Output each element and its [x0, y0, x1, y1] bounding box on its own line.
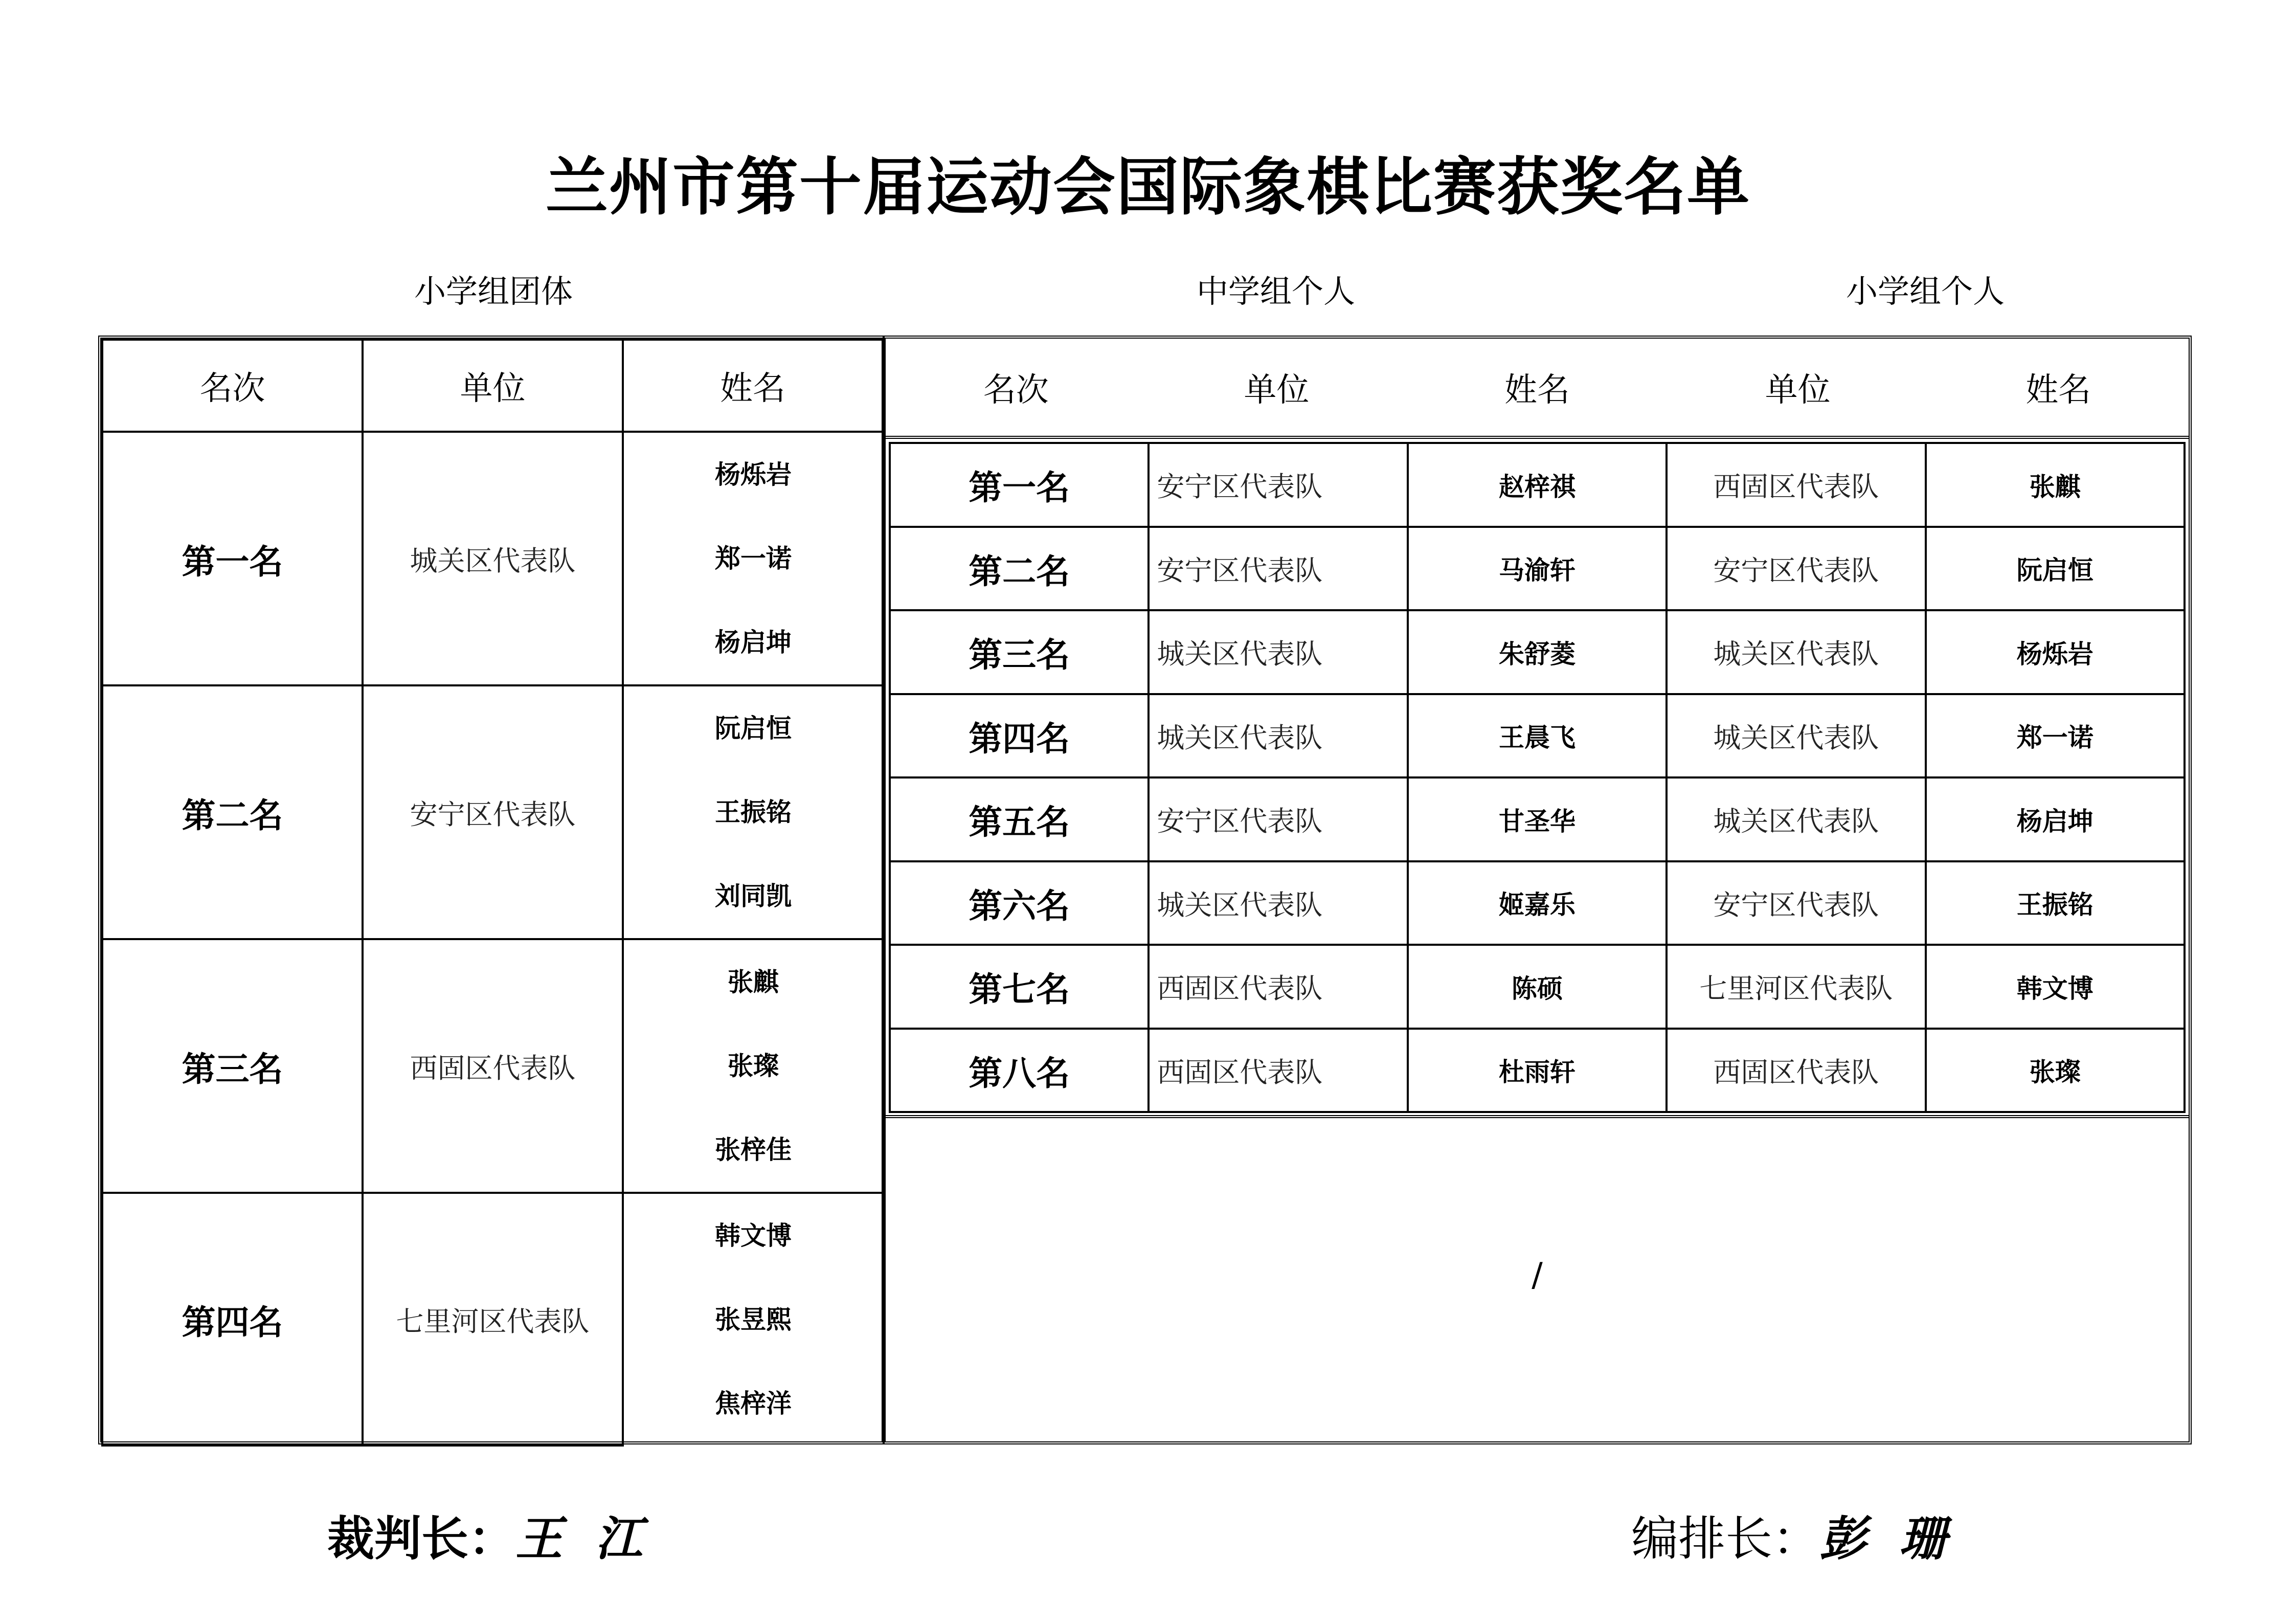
individual-frame — [883, 336, 2192, 1444]
team-rank: 第一名 — [102, 432, 363, 685]
middle-unit: 西固区代表队 — [1149, 945, 1407, 1029]
team-rank: 第四名 — [102, 1193, 363, 1445]
header-middle-unit: 单位 — [1146, 339, 1407, 437]
team-header-row — [102, 340, 883, 432]
chief-referee — [327, 1501, 642, 1569]
primary-name: 王振铭 — [1926, 861, 2185, 945]
empty-area — [886, 1115, 2189, 1441]
ranking-rank: 第七名 — [890, 945, 1149, 1029]
section-label-primary-team: 小学组团体 — [414, 273, 573, 310]
primary-unit: 安宁区代表队 — [1667, 861, 1925, 945]
primary-name: 韩文博 — [1926, 945, 2185, 1029]
team-table — [101, 339, 884, 1447]
section-label-primary-individual: 小学组个人 — [1845, 273, 2005, 310]
ranking-row — [890, 443, 2185, 527]
member-name: 张梓佳 — [715, 1134, 792, 1165]
header-primary-name: 姓名 — [1928, 339, 2189, 437]
middle-name: 姬嘉乐 — [1408, 861, 1667, 945]
middle-name: 朱舒菱 — [1408, 610, 1667, 694]
team-unit: 七里河区代表队 — [363, 1193, 623, 1445]
middle-unit: 城关区代表队 — [1149, 861, 1407, 945]
middle-unit: 安宁区代表队 — [1149, 443, 1407, 527]
primary-unit: 城关区代表队 — [1667, 610, 1925, 694]
team-rank: 第二名 — [102, 685, 363, 939]
middle-unit: 西固区代表队 — [1149, 1029, 1407, 1113]
member-name: 阮启恒 — [715, 713, 792, 743]
ranking-row — [890, 1029, 2185, 1113]
primary-name: 张麒 — [1926, 443, 2185, 527]
member-name: 刘同凯 — [715, 881, 792, 911]
middle-name: 马渝轩 — [1408, 527, 1667, 611]
ranking-rank: 第二名 — [890, 527, 1149, 611]
header-rank: 名次 — [102, 340, 363, 432]
middle-name: 杜雨轩 — [1408, 1029, 1667, 1113]
primary-name: 郑一诺 — [1926, 694, 2185, 778]
primary-unit: 西固区代表队 — [1667, 443, 1925, 527]
team-row — [102, 432, 883, 685]
header-middle-name: 姓名 — [1407, 339, 1668, 437]
ranking-rank: 第三名 — [890, 610, 1149, 694]
member-name: 张昱熙 — [715, 1304, 792, 1334]
individual-table — [889, 442, 2186, 1113]
primary-unit: 安宁区代表队 — [1667, 527, 1925, 611]
member-name: 焦梓洋 — [715, 1388, 792, 1418]
ranking-row — [890, 861, 2185, 945]
middle-name: 陈硕 — [1408, 945, 1667, 1029]
header-rank: 名次 — [886, 339, 1146, 437]
ranking-row — [890, 610, 2185, 694]
primary-unit: 城关区代表队 — [1667, 694, 1925, 778]
header-primary-unit: 单位 — [1668, 339, 1928, 437]
primary-unit: 七里河区代表队 — [1667, 945, 1925, 1029]
header-name: 姓名 — [623, 340, 883, 432]
arranger-label: 编排长： — [1631, 1511, 1820, 1566]
primary-unit: 西固区代表队 — [1667, 1029, 1925, 1113]
member-name: 张麒 — [728, 967, 779, 997]
member-name: 王振铭 — [715, 797, 792, 827]
team-rank: 第三名 — [102, 939, 363, 1193]
member-name: 韩文博 — [715, 1220, 792, 1251]
team-members — [623, 939, 883, 1193]
arranger — [1631, 1501, 1946, 1569]
header-unit: 单位 — [363, 340, 623, 432]
team-row — [102, 1193, 883, 1445]
chief-referee-name: 王 江 — [515, 1511, 643, 1566]
middle-name: 甘圣华 — [1408, 777, 1667, 861]
ranking-row — [890, 527, 2185, 611]
member-name: 郑一诺 — [715, 543, 792, 573]
team-unit: 西固区代表队 — [363, 939, 623, 1193]
team-members — [623, 1193, 883, 1445]
team-table-frame — [98, 336, 885, 1444]
middle-unit: 城关区代表队 — [1149, 610, 1407, 694]
blank-mark: / — [1532, 1256, 1543, 1294]
middle-unit: 安宁区代表队 — [1149, 527, 1407, 611]
team-row — [102, 939, 883, 1193]
member-name: 张璨 — [728, 1051, 779, 1081]
section-label-middle-individual: 中学组个人 — [1196, 273, 1355, 310]
team-row — [102, 685, 883, 939]
arranger-name: 彭 珊 — [1819, 1511, 1947, 1566]
primary-unit: 城关区代表队 — [1667, 777, 1925, 861]
middle-name: 王晨飞 — [1408, 694, 1667, 778]
page-title: 兰州市第十届运动会国际象棋比赛获奖名单 — [546, 151, 1750, 224]
ranking-rank: 第六名 — [890, 861, 1149, 945]
ranking-rank: 第八名 — [890, 1029, 1149, 1113]
team-members — [623, 432, 883, 685]
ranking-rank: 第四名 — [890, 694, 1149, 778]
middle-unit: 安宁区代表队 — [1149, 777, 1407, 861]
team-unit: 安宁区代表队 — [363, 685, 623, 939]
individual-header-table — [886, 339, 2189, 439]
ranking-rank: 第一名 — [890, 443, 1149, 527]
primary-name: 阮启恒 — [1926, 527, 2185, 611]
member-name: 杨启坤 — [715, 627, 792, 657]
ranking-row — [890, 777, 2185, 861]
primary-name: 张璨 — [1926, 1029, 2185, 1113]
ranking-rank: 第五名 — [890, 777, 1149, 861]
chief-referee-label: 裁判长： — [327, 1511, 516, 1566]
team-unit: 城关区代表队 — [363, 432, 623, 685]
ranking-row — [890, 945, 2185, 1029]
middle-unit: 城关区代表队 — [1149, 694, 1407, 778]
primary-name: 杨烁岩 — [1926, 610, 2185, 694]
primary-name: 杨启坤 — [1926, 777, 2185, 861]
member-name: 杨烁岩 — [715, 459, 792, 490]
middle-name: 赵梓祺 — [1408, 443, 1667, 527]
team-members — [623, 685, 883, 939]
ranking-row — [890, 694, 2185, 778]
